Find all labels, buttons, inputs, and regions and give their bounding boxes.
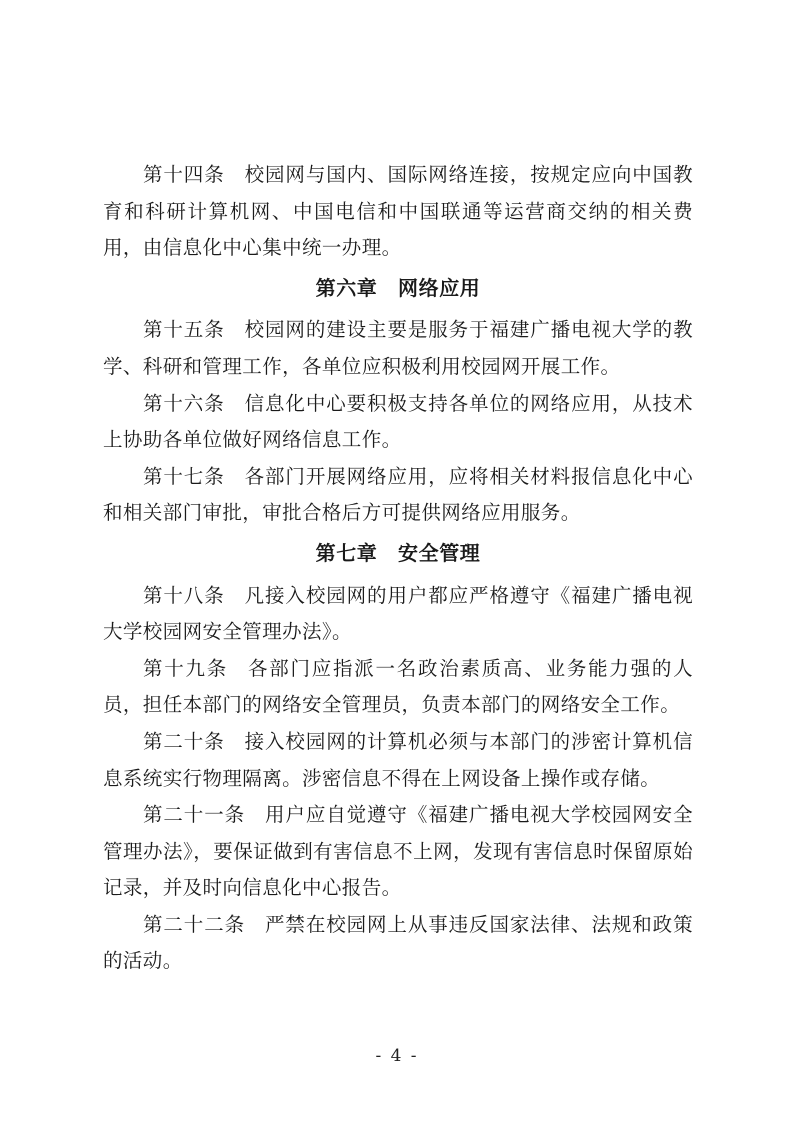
article-14 [103,157,693,267]
article-21 [103,797,693,907]
article-number: 第二十条 [143,729,225,753]
article-text: 凡接入校园网的用户都应严格遵守《福建广播电视大学校园网安全管理办法》。 [103,583,693,644]
article-17 [103,459,693,532]
article-number: 第十七条 [143,464,225,488]
article-20 [103,724,693,797]
article-text: 校园网的建设主要是服务于福建广播电视大学的教学、科研和管理工作，各单位应积极利用校园网开展工作。 [103,318,693,378]
chapter-heading-6: 第六章 网络应用 [315,275,481,300]
document-body [103,157,693,980]
article-19 [103,651,693,724]
article-number: 第十六条 [143,391,225,415]
article-18 [103,578,693,651]
article-16 [103,386,693,459]
page-number: - 4 - [375,1046,419,1066]
article-text: 校园网与国内、国际网络连接，按规定应向中国教育和科研计算机网、中国电信和中国联通等运营商交纳的相关费用，由信息化中心集中统一办理。 [103,163,693,260]
article-text: 用户应自觉遵守《福建广播电视大学校园网安全管理办法》，要保证做到有害信息不上网，发现有害信息时保留原始记录，并及时向信息化中心报告。 [103,803,693,900]
article-number: 第十五条 [143,318,225,342]
article-text: 各部门开展网络应用，应将相关材料报信息化中心和相关部门审批，审批合格后方可提供网络应用服务。 [103,464,693,525]
article-number: 第二十一条 [143,803,246,827]
article-text: 信息化中心要积极支持各单位的网络应用，从技术上协助各单位做好网络信息工作。 [103,391,693,452]
article-15 [103,312,693,385]
article-number: 第十九条 [143,656,229,680]
article-text: 接入校园网的计算机必须与本部门的涉密计算机信息系统实行物理隔离。涉密信息不得在上网设备上操作或存储。 [103,729,693,790]
article-number: 第十四条 [143,163,225,186]
chapter-heading-7: 第七章 安全管理 [315,540,481,565]
article-number: 第二十二条 [143,912,246,936]
article-text: 严禁在校园网上从事违反国家法律、法规和政策的活动。 [103,912,693,973]
article-number: 第十八条 [143,583,225,607]
article-22 [103,907,693,980]
article-text: 各部门应指派一名政治素质高、业务能力强的人员，担任本部门的网络安全管理员，负责本部门的网络安全工作。 [103,656,693,717]
